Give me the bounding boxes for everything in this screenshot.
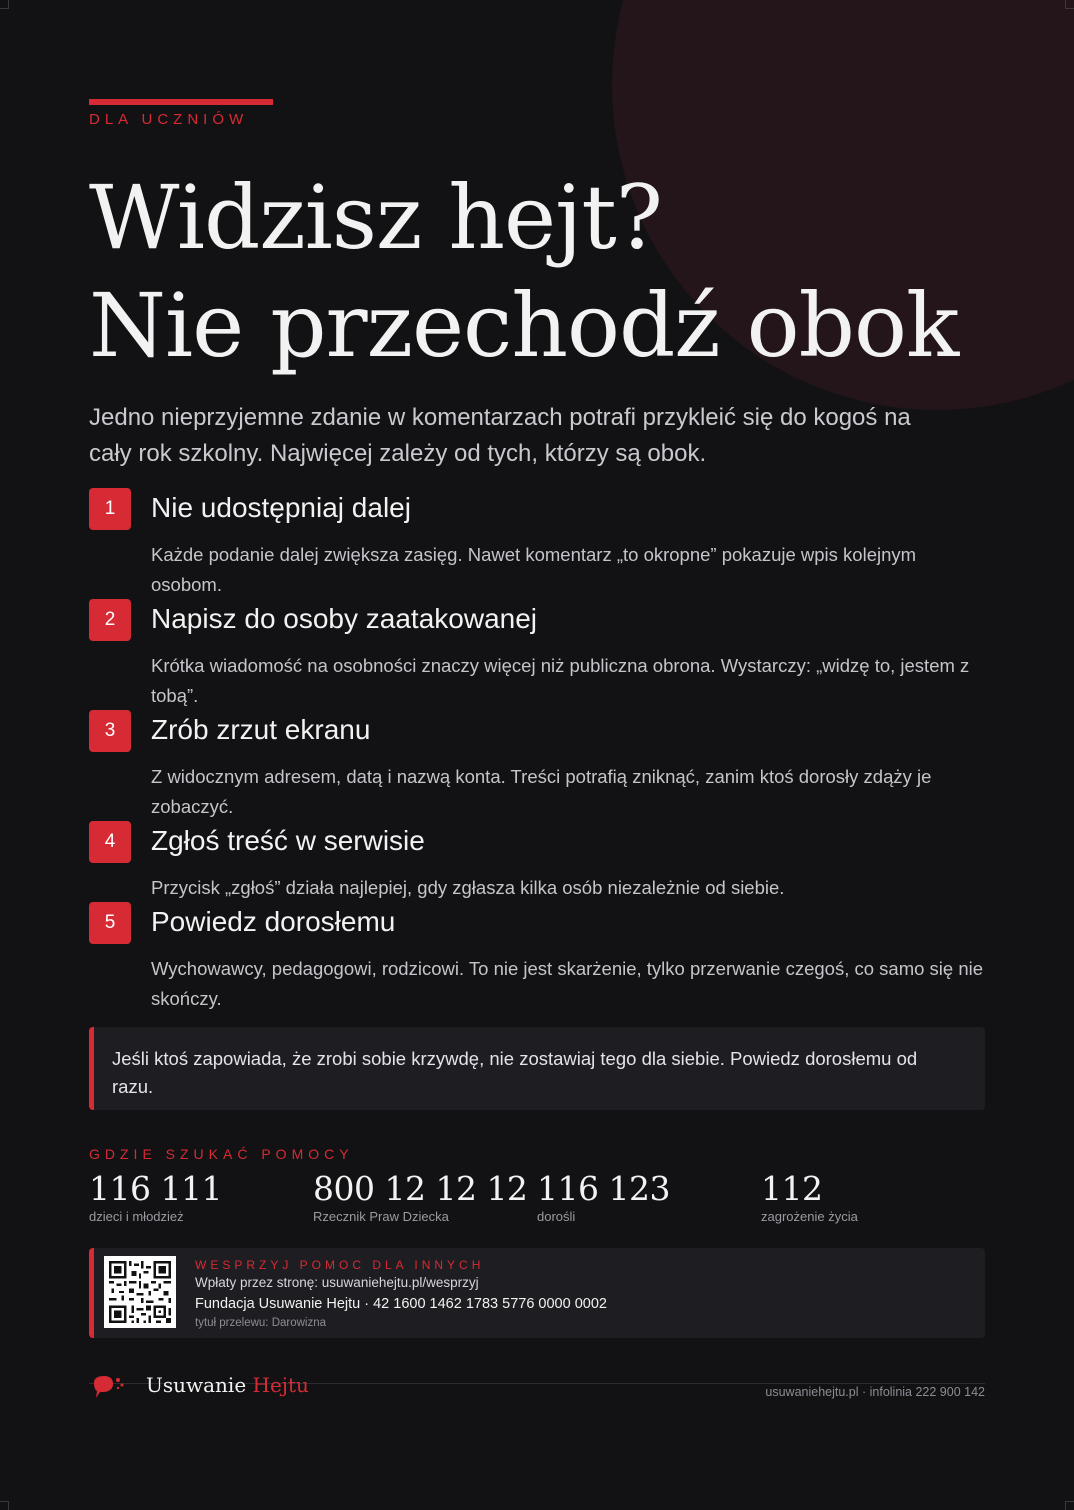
step-item: [89, 820, 989, 901]
hotline-number: 800 12 12 12: [313, 1169, 528, 1208]
logo-word-accent: Hejtu: [252, 1373, 309, 1397]
step-number-badge: 3: [89, 710, 131, 752]
step-description: Przycisk „zgłoś” działa najlepiej, gdy zgłasza kilka osób niezależnie od siebie.: [151, 877, 785, 898]
qr-code[interactable]: [104, 1256, 176, 1328]
step-title: Napisz do osoby zaatakowanej: [151, 603, 538, 634]
support-panel: [89, 1248, 985, 1338]
headline: [89, 164, 958, 380]
step-item: [89, 598, 989, 709]
support-bank-account: Fundacja Usuwanie Hejtu · 42 1600 1462 1783 5776 0000 0002: [195, 1296, 607, 1312]
step-number-badge: 4: [89, 821, 131, 863]
eyebrow-label: DLA UCZNIÓW: [89, 111, 249, 128]
qr-code-graphic: [104, 1256, 176, 1328]
step-title: Zgłoś treść w serwisie: [151, 825, 425, 856]
support-transfer-title: tytuł przelewu: Darowizna: [195, 1317, 327, 1329]
hotline-item: [761, 1168, 858, 1224]
step-item: [89, 709, 989, 820]
step-number-badge: 1: [89, 488, 131, 530]
hotline-number: 112: [761, 1169, 823, 1208]
accent-bar: [89, 99, 273, 105]
hotline-label: zagrożenie życia: [761, 1209, 858, 1224]
crop-mark: [0, 0, 9, 9]
hotline-item: [537, 1168, 670, 1224]
step-description: Wychowawcy, pedagogowi, rodzicowi. To nie jest skarżenie, tylko przerwanie czegoś, co samo się nie skończy.: [151, 958, 984, 1009]
crop-mark: [1065, 1501, 1074, 1510]
steps-list: [89, 487, 989, 1012]
footer-contact: usuwaniehejtu.pl · infolinia 222 900 142: [765, 1385, 985, 1399]
hotline-number: 116 123: [537, 1169, 670, 1208]
headline-line-1: Widzisz hejt?: [89, 166, 662, 269]
lead-paragraph: Jedno nieprzyjemne zdanie w komentarzach potrafi przykleić się do kogoś na cały rok szkolny. Najwięcej zależy od tych, którzy są obok.: [89, 404, 911, 467]
step-title: Nie udostępniaj dalej: [151, 492, 411, 523]
hotline-label: Rzecznik Praw Dziecka: [313, 1209, 449, 1224]
logo-word: Usuwanie: [146, 1373, 247, 1397]
step-title: Zrób zrzut ekranu: [151, 714, 371, 745]
step-title: Powiedz dorosłemu: [151, 906, 396, 937]
step-description: Każde podanie dalej zwiększa zasięg. Nawet komentarz „to okropne” pokazuje wpis kolejnym osobom.: [151, 544, 917, 595]
headline-line-2: Nie przechodź obok: [89, 274, 959, 377]
hotline-number: 116 111: [89, 1169, 222, 1208]
support-title: WESPRZYJ POMOC DLA INNYCH: [195, 1258, 485, 1272]
warning-callout: Jeśli ktoś zapowiada, że zrobi sobie krzywdę, nie zostawiaj tego dla siebie. Powiedz dorosłemu od razu.: [89, 1027, 985, 1110]
hotline-item: [313, 1168, 527, 1224]
crop-mark: [0, 1501, 9, 1510]
hotline-item: [89, 1168, 222, 1224]
step-description: Krótka wiadomość na osobności znaczy więcej niż publiczna obrona. Wystarczy: „widzę to, jestem z tobą”.: [151, 655, 970, 706]
step-item: [89, 901, 989, 1012]
step-item: [89, 487, 989, 598]
hotline-label: dzieci i młodzież: [89, 1209, 184, 1224]
step-number-badge: 2: [89, 599, 131, 641]
hotline-label: dorośli: [537, 1209, 576, 1224]
logo-wordmark: [146, 1373, 309, 1397]
step-description: Z widocznym adresem, datą i nazwą konta. Treści potrafią zniknąć, zanim ktoś dorosły zdąży je zobaczyć.: [151, 766, 932, 817]
support-text: [195, 1257, 607, 1331]
support-donation-link[interactable]: Wpłaty przez stronę: usuwaniehejtu.pl/wesprzyj: [195, 1275, 479, 1290]
crop-mark: [1065, 0, 1074, 9]
step-number-badge: 5: [89, 902, 131, 944]
help-section-label: GDZIE SZUKAĆ POMOCY: [89, 1146, 354, 1162]
speech-bubble-icon: [91, 1374, 127, 1404]
